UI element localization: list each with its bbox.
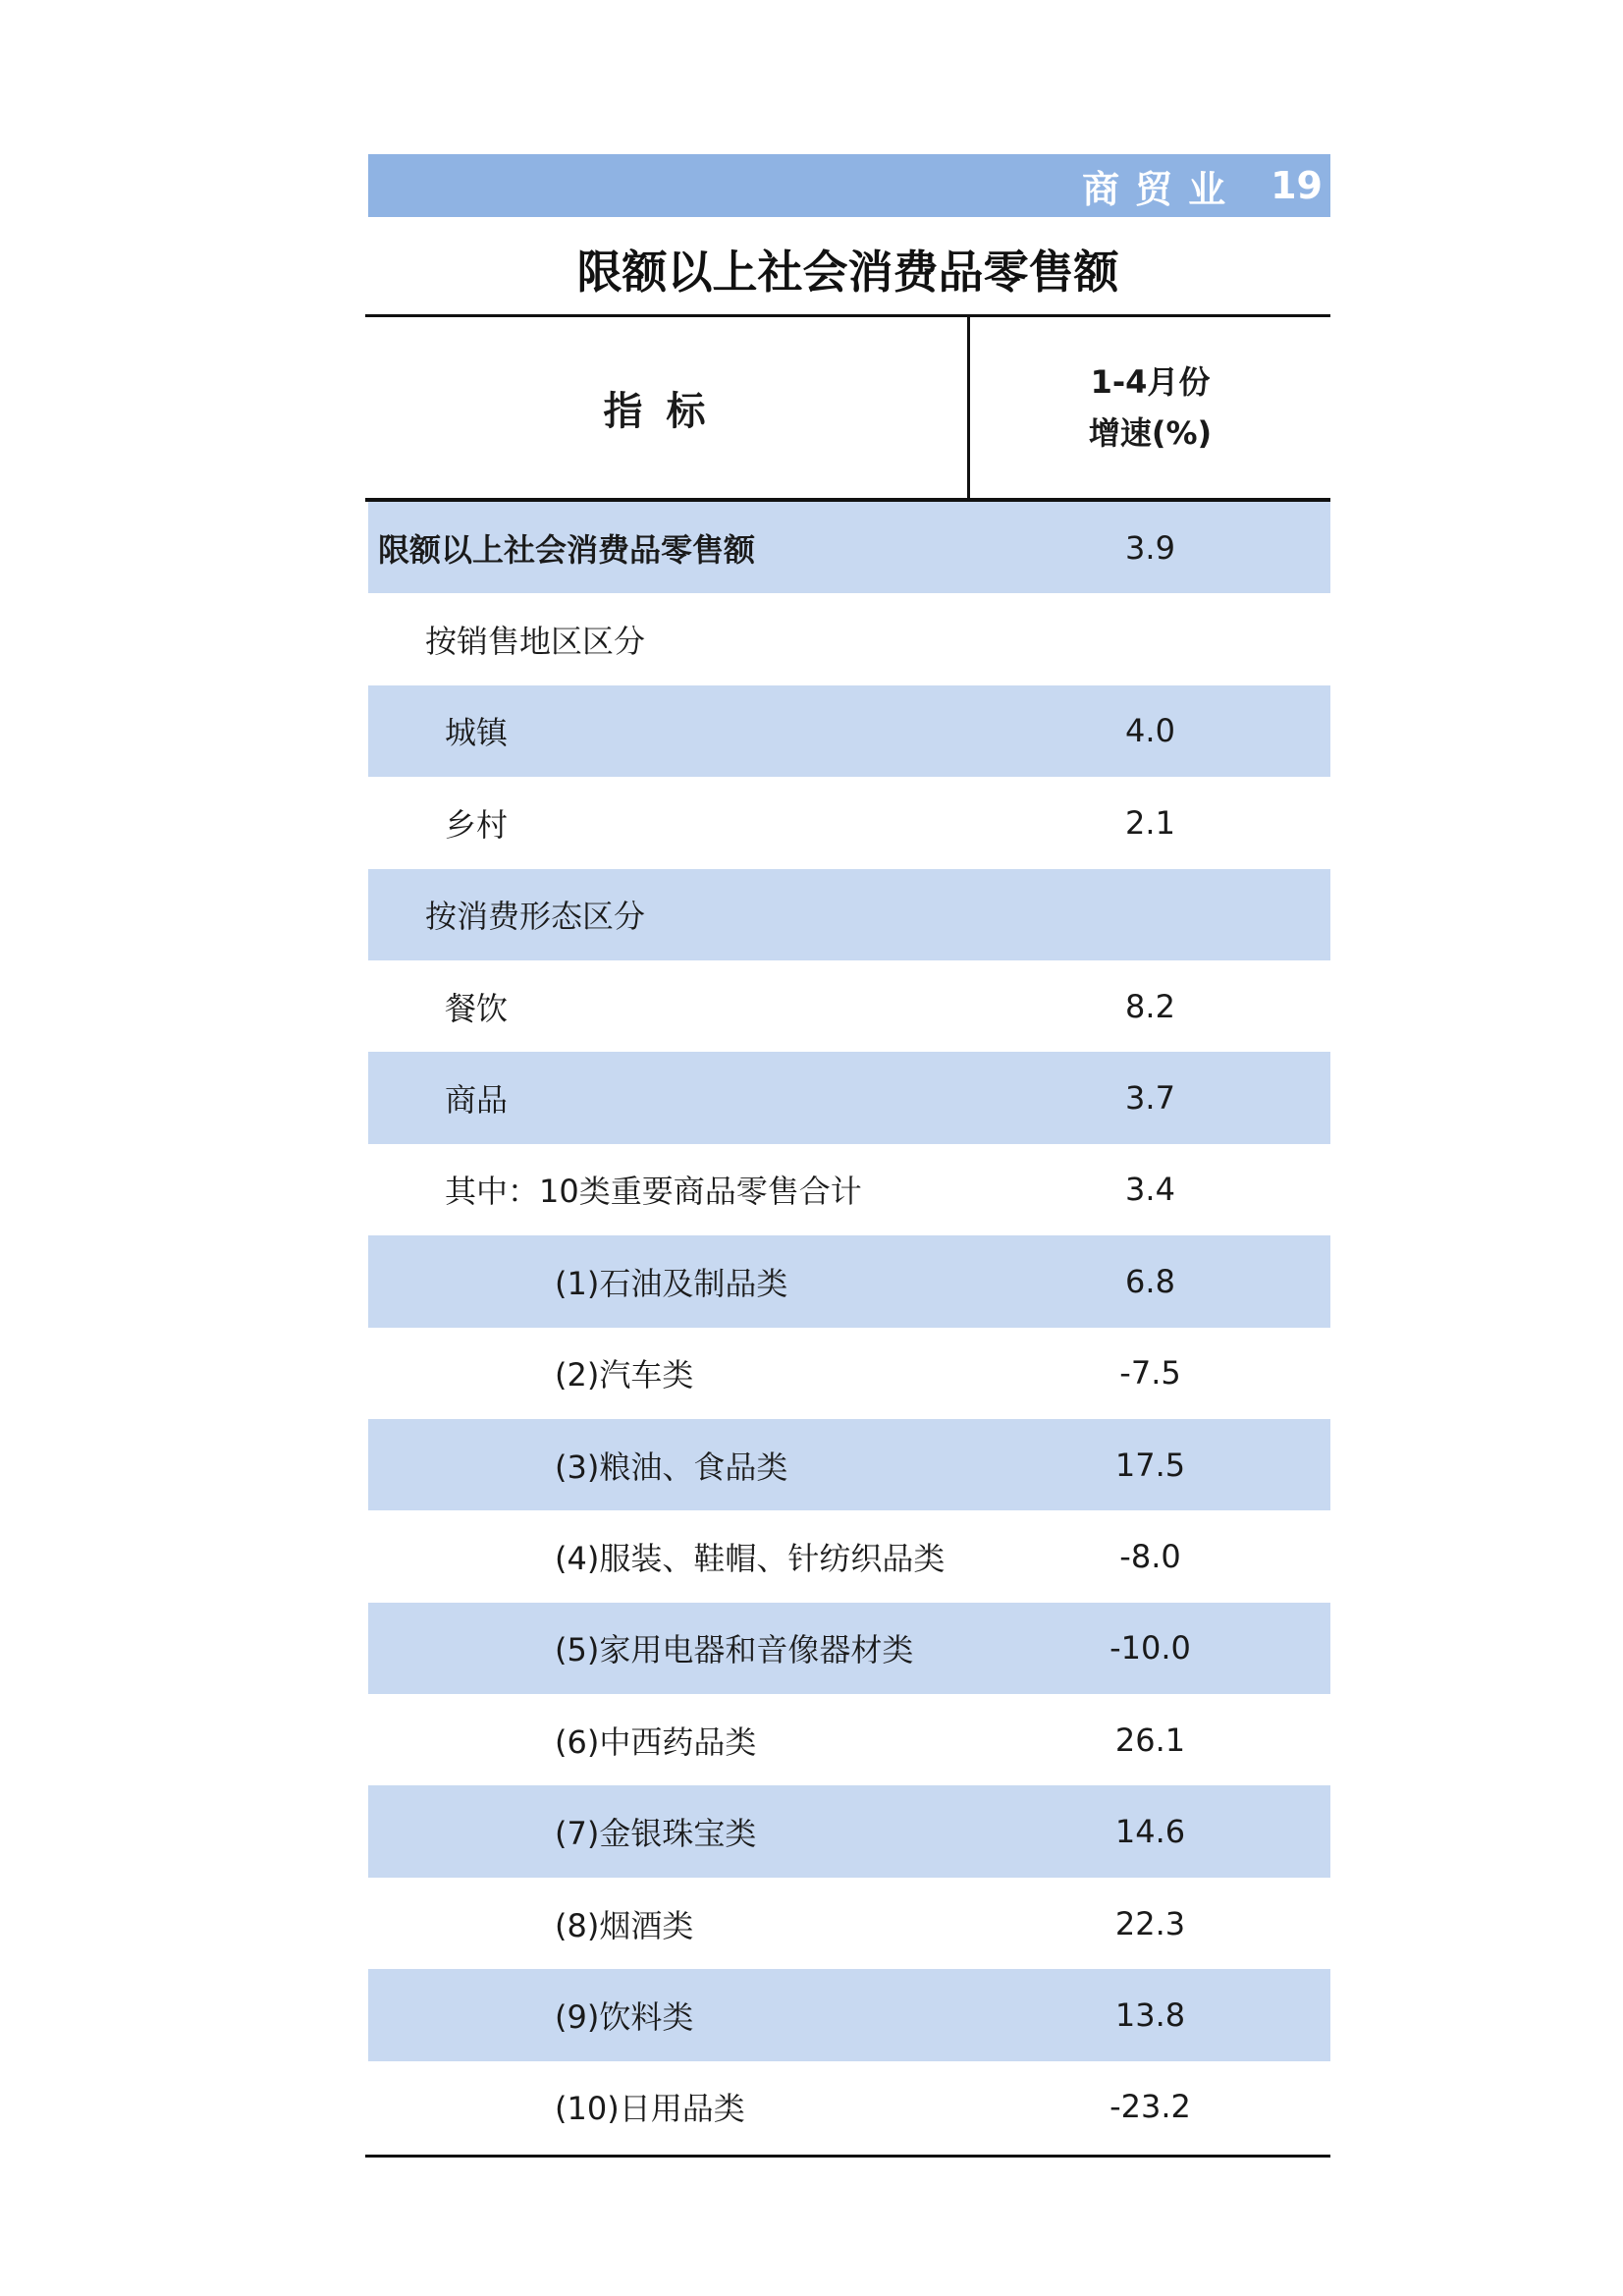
retail-sales-table xyxy=(365,314,1330,2158)
table-row xyxy=(368,685,1330,777)
table-title: 限额以上社会消费品零售额 xyxy=(576,246,1119,299)
row-value: 17.5 xyxy=(1114,1446,1186,1484)
row-label: 城镇 xyxy=(445,714,509,752)
row-value: 14.6 xyxy=(1114,1813,1186,1851)
table-row xyxy=(368,1235,1330,1327)
row-label: (7)金银珠宝类 xyxy=(555,1815,757,1853)
row-label: 商品 xyxy=(445,1081,509,1120)
row-label: (8)烟酒类 xyxy=(555,1906,694,1944)
row-label: 按消费形态区分 xyxy=(425,898,646,936)
row-label: (2)汽车类 xyxy=(555,1356,694,1394)
table-row xyxy=(368,1510,1330,1602)
table-row xyxy=(368,1052,1330,1143)
row-label: (6)中西药品类 xyxy=(555,1722,757,1761)
row-value: 26.1 xyxy=(1114,1721,1186,1759)
table-row xyxy=(368,1603,1330,1694)
table-row xyxy=(368,869,1330,960)
row-value: 6.8 xyxy=(1125,1262,1175,1300)
table-row xyxy=(368,1969,1330,2060)
table-row xyxy=(368,593,1330,684)
row-label: 乡村 xyxy=(445,805,509,844)
row-label: (1)石油及制品类 xyxy=(555,1264,788,1302)
row-value: -23.2 xyxy=(1109,2088,1191,2126)
page-number: 19 xyxy=(1271,164,1323,207)
row-value: 3.9 xyxy=(1125,528,1175,567)
column-header-indicator: 指标 xyxy=(365,317,970,498)
section-name: 商贸业 xyxy=(1082,167,1242,211)
row-value: 22.3 xyxy=(1114,1904,1186,1942)
row-label: (3)粮油、食品类 xyxy=(555,1448,788,1486)
column-header-growth xyxy=(970,317,1330,498)
row-label: (9)饮料类 xyxy=(555,1997,694,2036)
row-label: (10)日用品类 xyxy=(555,2090,745,2128)
row-value: -7.5 xyxy=(1119,1354,1181,1393)
row-value: 2.1 xyxy=(1125,803,1175,842)
row-value: 13.8 xyxy=(1114,1995,1186,2034)
table-row xyxy=(368,1144,1330,1235)
table-row xyxy=(368,1328,1330,1419)
section-header-bar xyxy=(368,154,1330,217)
row-label: (5)家用电器和音像器材类 xyxy=(555,1631,914,1669)
row-value: -10.0 xyxy=(1109,1629,1191,1667)
row-label: 按销售地区区分 xyxy=(425,623,646,661)
table-row xyxy=(368,2061,1330,2153)
table-row xyxy=(368,1785,1330,1877)
table-row xyxy=(368,777,1330,868)
row-value: 8.2 xyxy=(1125,987,1175,1025)
row-label: 其中：10类重要商品零售合计 xyxy=(445,1173,862,1211)
row-value: 3.4 xyxy=(1125,1171,1175,1209)
table-header xyxy=(365,314,1330,502)
table-row xyxy=(368,1878,1330,1969)
row-value: 3.7 xyxy=(1125,1079,1175,1118)
table-row xyxy=(368,1419,1330,1510)
column-header-growth-period: 1-4月份 xyxy=(1090,363,1211,401)
row-value: 4.0 xyxy=(1125,712,1175,750)
row-label: 餐饮 xyxy=(445,989,509,1027)
table-row xyxy=(368,1694,1330,1785)
row-label: 限额以上社会消费品零售额 xyxy=(378,530,756,569)
table-row xyxy=(368,502,1330,593)
row-value: -8.0 xyxy=(1119,1537,1181,1575)
column-header-growth-unit: 增速(%) xyxy=(1088,414,1213,452)
table-row xyxy=(368,960,1330,1052)
row-label: (4)服装、鞋帽、针纺织品类 xyxy=(555,1539,946,1577)
table-bottom-rule xyxy=(365,2155,1330,2158)
